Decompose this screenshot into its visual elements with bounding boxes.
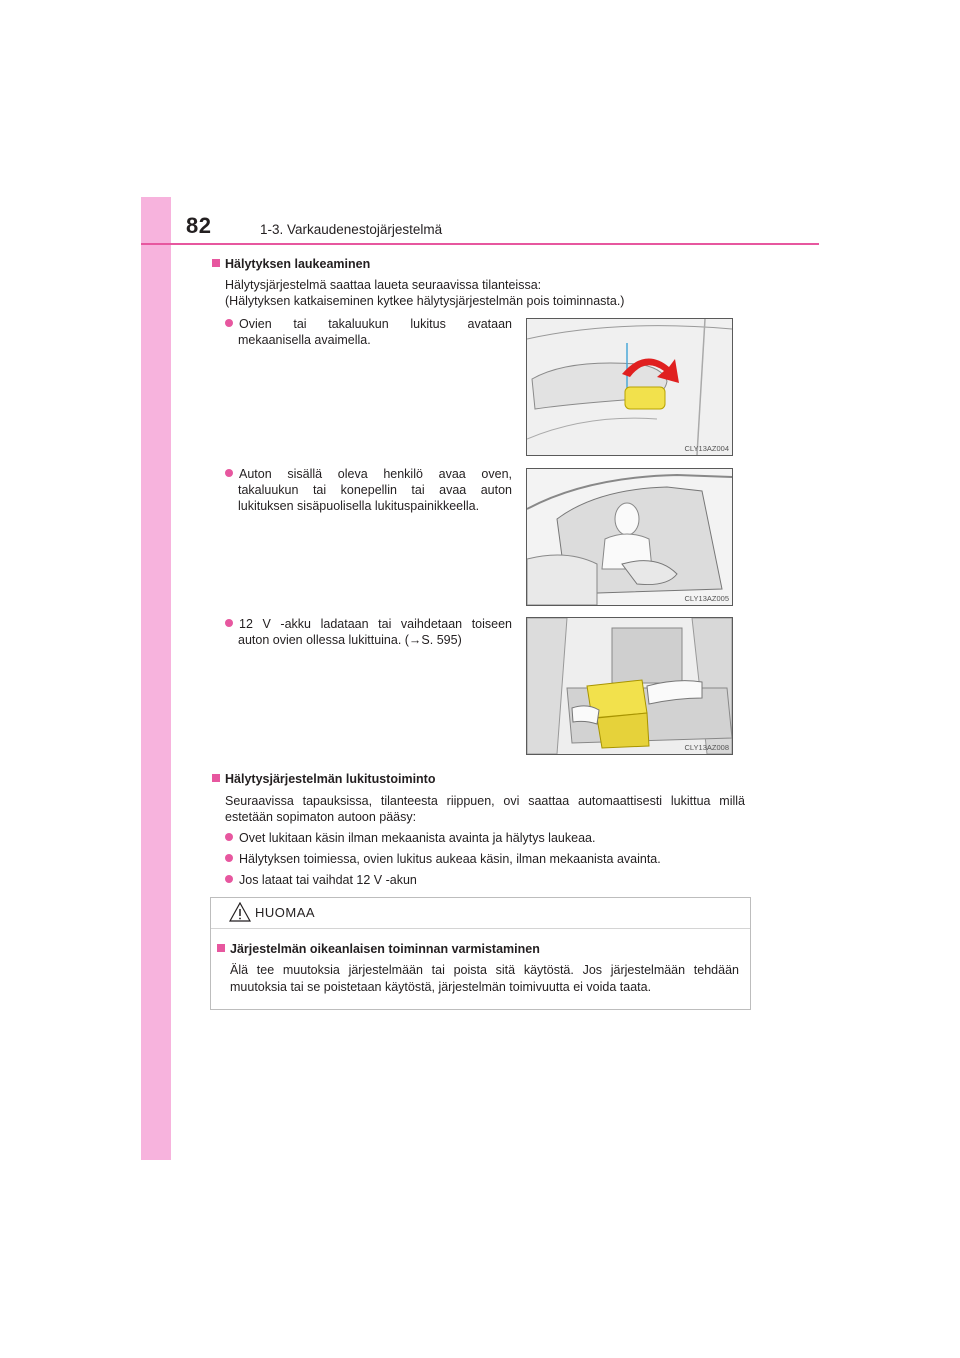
- warning-triangle-icon: [229, 902, 251, 922]
- section-title: 1-3. Varkaudenestojärjestelmä: [260, 222, 443, 237]
- figure-code: CLY13AZ005: [684, 594, 729, 603]
- alarm-trigger-item-2: Auton sisällä oleva henkilö avaa oven, takaluukun tai konepellin tai avaa auton lukituksen sisäpuolisella lukituspainikkeella.: [225, 466, 512, 514]
- alarm-trigger-item-3: 12 V -akku ladataan tai vaihdetaan toiseen auton ovien ollessa lukittuina. (→S. 595): [225, 616, 512, 648]
- figure-code: CLY13AZ008: [684, 743, 729, 752]
- alarm-trigger-intro-1: Hälytysjärjestelmä saattaa laueta seuraavissa tilanteissa:: [225, 278, 542, 292]
- circle-bullet-icon: [225, 469, 233, 477]
- circle-bullet-icon: [225, 619, 233, 627]
- alarm-trigger-item-1: Ovien tai takaluukun lukitus avataan mekaanisella avaimella.: [225, 316, 512, 348]
- lock-function-bullet-3: Jos lataat tai vaihdat 12 V -akun: [225, 872, 417, 888]
- circle-bullet-icon: [225, 319, 233, 327]
- lock-function-bullet-1: Ovet lukitaan käsin ilman mekaanista avainta ja hälytys laukeaa.: [225, 830, 595, 846]
- header-rule: [141, 243, 819, 245]
- notice-subheading: Järjestelmän oikeanlaisen toiminnan varmistaminen: [217, 942, 540, 956]
- circle-bullet-icon: [225, 854, 233, 862]
- notice-box: [210, 897, 751, 1010]
- circle-bullet-icon: [225, 875, 233, 883]
- figure-code: CLY13AZ004: [684, 444, 729, 453]
- square-bullet-icon: [212, 259, 220, 267]
- square-bullet-icon: [217, 944, 225, 952]
- circle-bullet-icon: [225, 833, 233, 841]
- key-cylinder-figure: [526, 318, 733, 456]
- page-number: 82: [186, 213, 212, 238]
- notice-title: HUOMAA: [255, 905, 316, 920]
- person-in-car-figure: [526, 468, 733, 606]
- lock-function-heading: Hälytysjärjestelmän lukitustoiminto: [212, 772, 435, 786]
- notice-text: Älä tee muutoksia järjestelmään tai poista sitä käytöstä. Jos järjestelmään tehdään muutoksia tai se poistetaan käytöstä, järjestelmän toimivuutta ei voida taata.: [230, 963, 739, 994]
- lock-function-intro-1: Seuraavissa tapauksissa, tilanteesta riippuen, ovi saattaa automaattisesti lukittua millä: [225, 794, 745, 808]
- battery-replacement-figure: [526, 617, 733, 755]
- lock-function-bullet-2: Hälytyksen toimiessa, ovien lukitus aukeaa käsin, ilman mekaanista avainta.: [225, 851, 661, 867]
- alarm-trigger-heading: Hälytyksen laukeaminen: [212, 257, 370, 271]
- lock-function-intro-2: estetään sopimaton autoon pääsy:: [225, 810, 417, 824]
- notice-header: [211, 898, 750, 929]
- alarm-trigger-intro-2: (Hälytyksen katkaiseminen kytkee hälytysjärjestelmän pois toiminnasta.): [225, 294, 625, 308]
- square-bullet-icon: [212, 774, 220, 782]
- side-tab-strip: [141, 197, 171, 1160]
